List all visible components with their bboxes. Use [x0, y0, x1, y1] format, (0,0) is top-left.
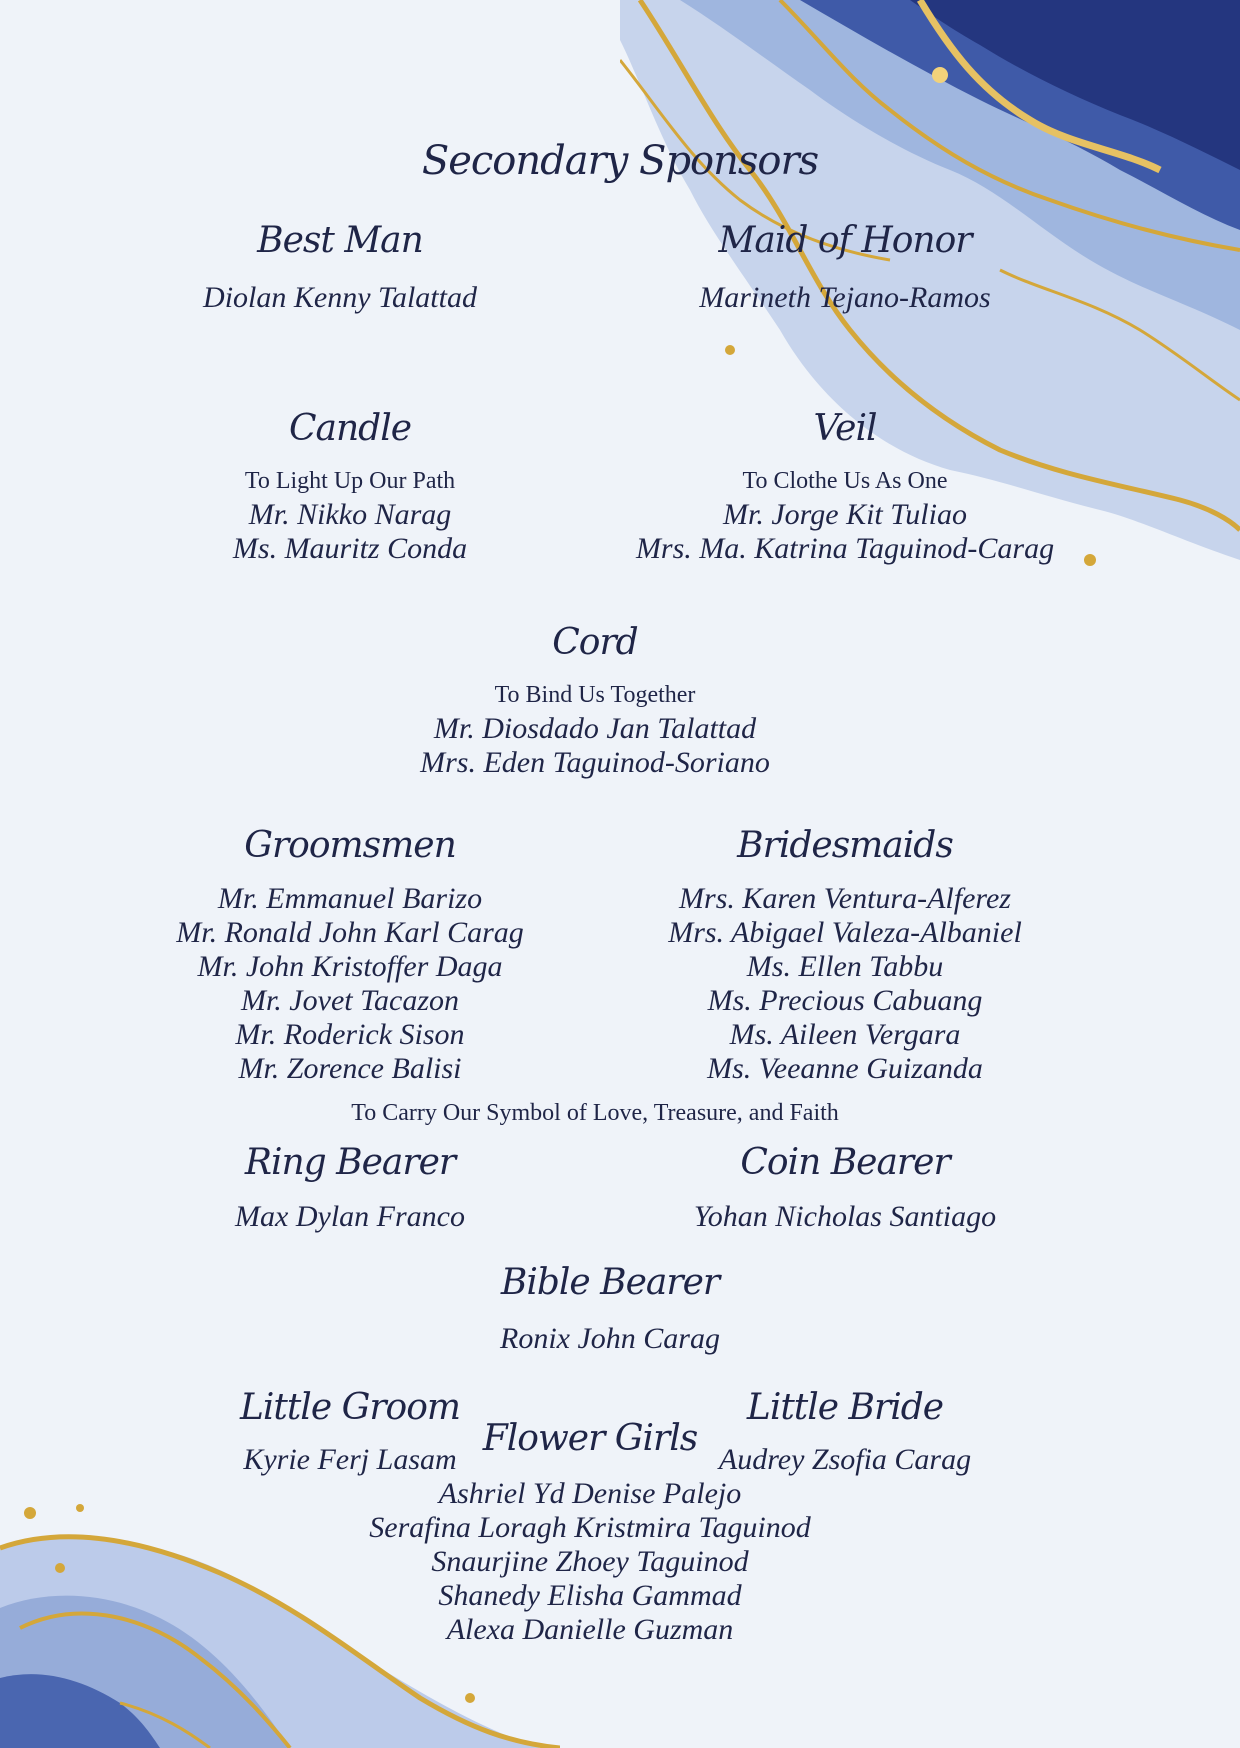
best-man-name: Diolan Kenny Talattad [203, 281, 477, 314]
veil-names [610, 498, 1080, 566]
ring-bearer-heading: Ring Bearer [244, 1142, 456, 1183]
ring-bearer-name: Max Dylan Franco [235, 1200, 465, 1233]
best-man-heading: Best Man [257, 220, 423, 261]
bible-bearer-heading: Bible Bearer [500, 1262, 720, 1303]
veil-name: Mrs. Ma. Katrina Taguinod-Carag [635, 532, 1055, 565]
candle-name: Mr. Nikko Narag [248, 498, 452, 531]
groomsman-name: Mr. Emmanuel Barizo [217, 882, 483, 915]
little-groom-name: Kyrie Ferj Lasam [243, 1443, 457, 1476]
bible-bearer-name: Ronix John Carag [500, 1322, 720, 1355]
bridesmaid-name: Ms. Veeanne Guizanda [707, 1052, 983, 1085]
maid-of-honor-name: Marineth Tejano-Ramos [699, 281, 991, 314]
bridesmaids-heading: Bridesmaids [737, 825, 953, 866]
flower-girls-names [330, 1477, 850, 1647]
veil-heading: Veil [813, 408, 877, 449]
cord-heading: Cord [552, 622, 638, 663]
flower-girl-name: Alexa Danielle Guzman [446, 1613, 734, 1646]
bearers-subtitle: To Carry Our Symbol of Love, Treasure, and Faith [351, 1100, 839, 1126]
candle-subtitle: To Light Up Our Path [244, 468, 456, 494]
little-bride-heading: Little Bride [746, 1387, 944, 1428]
bridesmaid-name: Mrs. Karen Ventura-Alferez [679, 882, 1011, 915]
groomsman-name: Mr. Zorence Balisi [238, 1052, 462, 1085]
bridesmaids-names [640, 882, 1050, 1086]
groomsmen-names [160, 882, 540, 1086]
little-bride-name: Audrey Zsofia Carag [718, 1443, 972, 1476]
cord-subtitle: To Bind Us Together [494, 682, 696, 708]
bridesmaid-name: Ms. Precious Cabuang [707, 984, 983, 1017]
groomsmen-heading: Groomsmen [244, 825, 456, 866]
groomsman-name: Mr. Ronald John Karl Carag [176, 916, 524, 949]
bridesmaid-name: Ms. Ellen Tabbu [746, 950, 944, 983]
bridesmaid-name: Mrs. Abigael Valeza-Albaniel [668, 916, 1022, 949]
groomsman-name: Mr. John Kristoffer Daga [197, 950, 503, 983]
cord-name: Mrs. Eden Taguinod-Soriano [420, 746, 770, 779]
cord-name: Mr. Diosdado Jan Talattad [433, 712, 757, 745]
candle-name: Ms. Mauritz Conda [232, 532, 468, 565]
candle-heading: Candle [288, 408, 412, 449]
coin-bearer-name: Yohan Nicholas Santiago [693, 1200, 997, 1233]
bridesmaid-name: Ms. Aileen Vergara [729, 1018, 961, 1051]
flower-girls-heading: Flower Girls [482, 1418, 698, 1459]
groomsman-name: Mr. Roderick Sison [235, 1018, 465, 1051]
maid-of-honor-heading: Maid of Honor [718, 220, 972, 261]
veil-name: Mr. Jorge Kit Tuliao [723, 498, 967, 531]
veil-subtitle: To Clothe Us As One [742, 468, 948, 494]
flower-girl-name: Serafina Loragh Kristmira Taguinod [369, 1511, 811, 1544]
coin-bearer-heading: Coin Bearer [740, 1142, 950, 1183]
page-title: Secondary Sponsors [421, 138, 819, 184]
cord-names [395, 712, 795, 780]
flower-girl-name: Shanedy Elisha Gammad [438, 1579, 742, 1612]
candle-names [180, 498, 520, 566]
flower-girl-name: Snaurjine Zhoey Taguinod [431, 1545, 749, 1578]
little-groom-heading: Little Groom [239, 1387, 461, 1428]
groomsman-name: Mr. Jovet Tacazon [240, 984, 460, 1017]
flower-girl-name: Ashriel Yd Denise Palejo [438, 1477, 742, 1510]
